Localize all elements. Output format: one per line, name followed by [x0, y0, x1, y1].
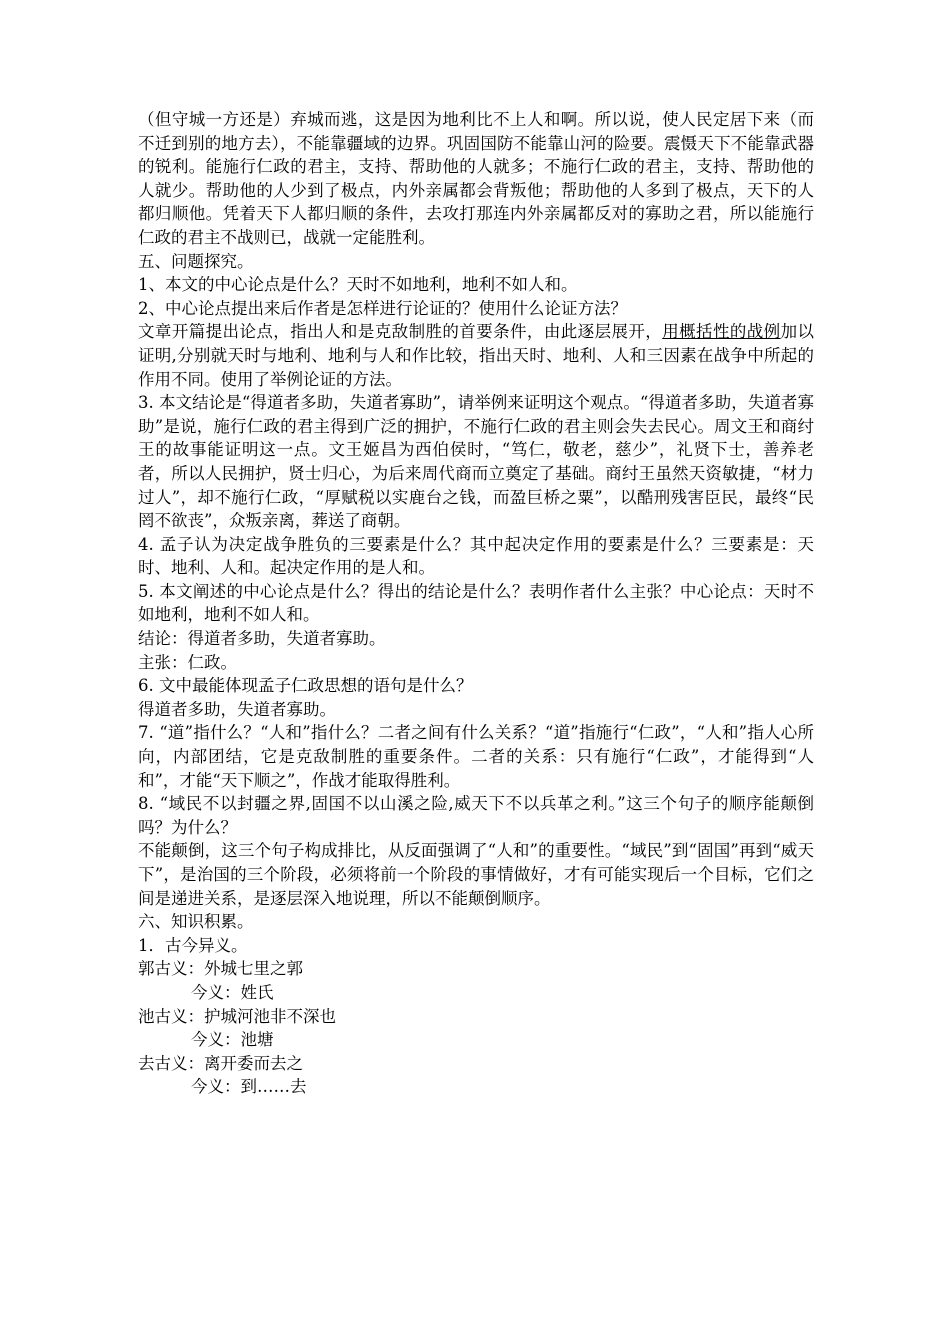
entry-guo-ancient: 郭古义：外城七里之郭 [138, 959, 303, 979]
answer-2-text-after: 加以证明,分别就天时与地利、地利与人和作比较，指出天时、地利、人和三因素在战争中所起的作用不同。使用了举例论证的方法。 [138, 322, 815, 389]
subsection-ancient-modern-meaning: 1．古今异义。 [138, 935, 248, 955]
answer-2-text-before: 文章开篇提出论点，指出人和是克敌制胜的首要条件，由此逐层展开， [138, 322, 663, 342]
entry-qu-ancient: 去古义：离开委而去之 [138, 1053, 303, 1073]
translation-paragraph: （但守城一方还是）弃城而逃，这是因为地利比不上人和啊。所以说，使人民定居下来（而不迁到别的地方去），不能靠疆域的边界。巩固国防不能靠山河的险要。震慑天下不能靠武器的锐利。能施行仁政的君主，支持、帮助他的人就多；不施行仁政的君主，支持、帮助他的人就少。帮助他的人少到了极点，内外亲属都会背叛他；帮助他的人多到了极点，天下的人都归顺他。凭着天下人都归顺的条件，去攻打那连内外亲属都反对的寡助之君，所以能施行仁政的君主不战则已，战就一定能胜利。 [138, 110, 814, 247]
entry-chi-modern: 今义：池塘 [191, 1030, 274, 1050]
answer-6: 得道者多助，失道者寡助。 [138, 699, 336, 719]
section-heading-inquiry: 五、问题探究。 [138, 251, 254, 271]
question-5: 5. 本文阐述的中心论点是什么？得出的结论是什么？表明作者什么主张？中心论点：天时不如地利，地利不如人和。 [138, 581, 814, 625]
document-page [138, 108, 814, 1099]
entry-qu-modern: 今义：到……去 [191, 1077, 307, 1097]
entry-chi-ancient: 池古义：护城河池非不深也 [138, 1006, 336, 1026]
answer-5-claim: 主张：仁政。 [138, 652, 237, 672]
question-4: 4. 孟子认为决定战争胜负的三要素是什么？其中起决定作用的要素是什么？三要素是：天时、地利、人和。起决定作用的是人和。 [138, 534, 814, 578]
underlined-phrase: 用概括性的战例 [662, 322, 781, 342]
answer-8: 不能颠倒，这三个句子构成排比，从反面强调了“人和”的重要性。“域民”到“固国”再到“威天下”，是治国的三个阶段，必须将前一个阶段的事情做好，才有可能实现后一个目标，它们之间是递进关系，是逐层深入地说理，所以不能颠倒顺序。 [138, 841, 814, 908]
question-6: 6. 文中最能体现孟子仁政思想的语句是什么？ [138, 676, 473, 696]
answer-2 [138, 320, 814, 391]
question-7: 7. “道”指什么？“人和”指什么？二者之间有什么关系？“道”指施行“仁政”，“人和”指人心所向，内部团结，它是克敌制胜的重要条件。二者的关系：只有施行“仁政”，才能得到“人和”，才能“天下顺之”，作战才能取得胜利。 [138, 723, 814, 790]
question-3: 3. 本文结论是“得道者多助，失道者寡助”，请举例来证明这个观点。“得道者多助，失道者寡助”是说，施行仁政的君主得到广泛的拥护，不施行仁政的君主则会失去民心。周文王和商纣王的故事能证明这一点。文王姬昌为西伯侯时，“笃仁，敬老，慈少”，礼贤下士，善养老者，所以人民拥护，贤士归心，为后来周代商而立奠定了基础。商纣王虽然天资敏捷，“材力过人”，却不施行仁政，“厚赋税以实鹿台之钱，而盈巨桥之粟”，以酷刑残害臣民，最终“民罔不欲丧”，众叛亲离，葬送了商朝。 [138, 393, 814, 531]
section-heading-knowledge: 六、知识积累。 [138, 912, 254, 932]
answer-5-conclusion: 结论：得道者多助，失道者寡助。 [138, 629, 386, 649]
question-1: 1、本文的中心论点是什么？天时不如地利，地利不如人和。 [138, 275, 578, 295]
entry-guo-modern: 今义：姓氏 [191, 982, 274, 1002]
question-2: 2、中心论点提出来后作者是怎样进行论证的？使用什么论证方法？ [138, 298, 627, 318]
question-8: 8. “域民不以封疆之界,固国不以山溪之险,威天下不以兵革之利。”这三个句子的顺序能颠倒吗？为什么？ [138, 794, 814, 837]
